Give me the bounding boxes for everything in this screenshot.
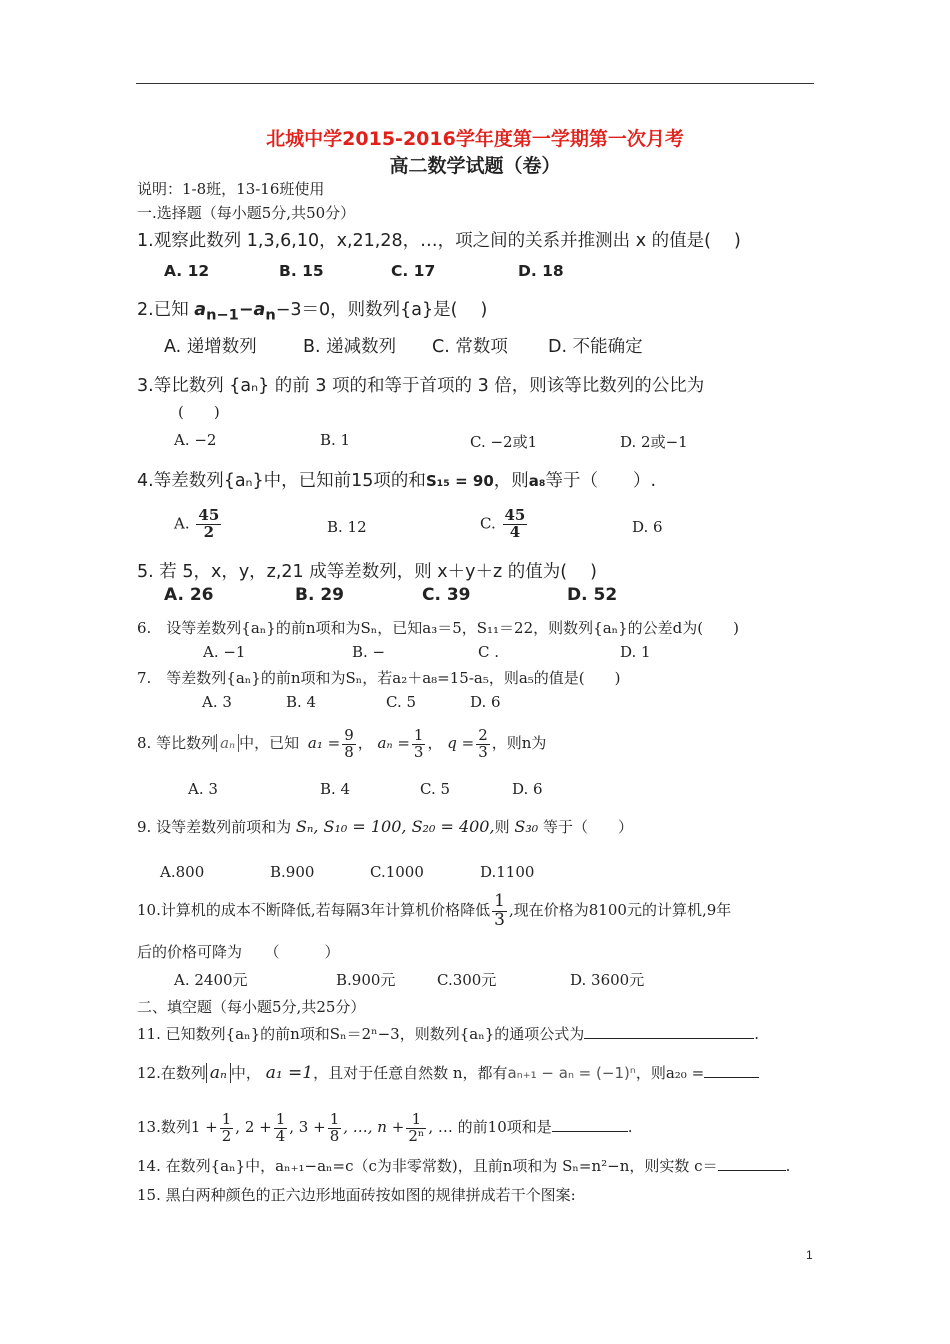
question-13: 13.数列1 + $\frac{1}{2}$ , 2 + $\frac{1}{4}$ , 3 + $\frac{1}{8}$ , …, n + $\frac{1}{\text{2ⁿ}}$ , … 的前10项和是 . bbox=[137, 1109, 633, 1145]
q3-option-a: A. −2 bbox=[174, 431, 217, 449]
q8-option-a: A. 3 bbox=[188, 780, 218, 798]
q6-option-b: B. − bbox=[352, 643, 386, 661]
q3-option-d: D. 2或−1 bbox=[620, 433, 688, 451]
q6-option-a: A. −1 bbox=[203, 643, 246, 661]
q9-option-a: A.800 bbox=[160, 863, 205, 881]
q8-option-c: C. 5 bbox=[420, 780, 451, 798]
exam-subtitle: 高二数学试题（卷） bbox=[389, 155, 561, 177]
q10-option-c: C.300元 bbox=[437, 971, 497, 989]
question-4: 4.等差数列{aₙ}中，已知前15项的和S₁₅ = 90，则a₈等于（ ）. bbox=[137, 471, 657, 491]
question-5: 5. 若 5，x，y，z,21 成等差数列，则 x＋y＋z 的值为( ) bbox=[137, 562, 597, 582]
section-choice-heading: 一.选择题（每小题5分,共50分） bbox=[137, 204, 356, 222]
q4-option-c: C. $\frac{45}{4}$ bbox=[480, 506, 526, 541]
q2-option-b: B. 递减数列 bbox=[303, 337, 397, 357]
q7-option-c: C. 5 bbox=[386, 693, 417, 711]
question-1: 1.观察此数列 1,3,6,10，x,21,28，…，项之间的关系并推测出 x 的值是( ) bbox=[137, 231, 741, 251]
q10-option-a: A. 2400元 bbox=[174, 971, 248, 989]
q4-option-d: D. 6 bbox=[632, 518, 663, 536]
q5-option-d: D. 52 bbox=[567, 585, 618, 605]
question-10: 10.计算机的成本不断降低,若每隔3年计算机价格降低 $\frac{1}{3}$ ,现在价格为8100元的计算机,9年 bbox=[137, 890, 732, 930]
q1-option-b: B. 15 bbox=[279, 262, 324, 280]
question-6: 6. 设等差数列{aₙ}的前n项和为Sₙ，已知a₃＝5，S₁₁＝22，则数列{aₙ}的公差d为( ) bbox=[137, 619, 739, 637]
q5-option-b: B. 29 bbox=[295, 585, 344, 605]
q4-option-b: B. 12 bbox=[327, 518, 367, 536]
question-9: 9. 设等差数列前项和为 Sₙ, S₁₀ = 100, S₂₀ = 400,则 S₃₀ 等于（ ） bbox=[137, 817, 633, 836]
question-2: 2.已知 $a_{n-1}-a_n-3=0$，则数列{a}是( ) bbox=[137, 300, 488, 324]
question-8: 8. 等比数列 aₙ 中，已知 a₁ = $\frac{9}{8}$ ， aₙ = $\frac{1}{3}$ ， q = $\frac{2}{3}$ ，则n为 bbox=[137, 725, 547, 761]
section-fill-heading: 二、填空题（每小题5分,共25分） bbox=[137, 998, 366, 1016]
page-number: 1 bbox=[806, 1248, 813, 1262]
q7-option-d: D. 6 bbox=[470, 693, 501, 711]
q3-option-b: B. 1 bbox=[320, 431, 351, 449]
question-12: 12.在数列 aₙ 中， a₁ =1，且对于任意自然数 n，都有aₙ₊₁ − aₙ = (−1)ⁿ，则a₂₀ = bbox=[137, 1056, 759, 1090]
q10-option-b: B.900元 bbox=[336, 971, 396, 989]
q1-option-c: C. 17 bbox=[391, 262, 436, 280]
q2-option-c: C. 常数项 bbox=[432, 337, 508, 357]
q1-option-a: A. 12 bbox=[164, 262, 210, 280]
q10-option-d: D. 3600元 bbox=[570, 971, 645, 989]
q3-answer-paren: ( ) bbox=[178, 403, 220, 421]
question-7: 7. 等差数列{aₙ}的前n项和为Sₙ，若a₂＋a₈=15-a₅，则a₅的值是( ) bbox=[137, 669, 621, 687]
question-14: 14. 在数列{aₙ}中，aₙ₊₁−aₙ=c（c为非零常数)，且前n项和为 Sₙ=n²−n，则实数 c＝ . bbox=[137, 1157, 791, 1175]
q5-option-c: C. 39 bbox=[422, 585, 471, 605]
q6-option-d: D. 1 bbox=[620, 643, 651, 661]
question-3: 3.等比数列 {aₙ} 的前 3 项的和等于首项的 3 倍，则该等比数列的公比为 bbox=[137, 376, 705, 396]
q8-option-b: B. 4 bbox=[320, 780, 351, 798]
q4-option-a: A. $\frac{45}{2}$ bbox=[174, 506, 220, 541]
q2-option-a: A. 递增数列 bbox=[164, 337, 257, 357]
q1-option-d: D. 18 bbox=[518, 262, 564, 280]
q8-option-d: D. 6 bbox=[512, 780, 543, 798]
q7-option-a: A. 3 bbox=[202, 693, 232, 711]
q6-option-c: C . bbox=[478, 643, 500, 661]
question-10-line2: 后的价格可降为 （ ） bbox=[137, 943, 340, 961]
question-15: 15. 黑白两种颜色的正六边形地面砖按如图的规律拼成若干个图案: bbox=[137, 1186, 576, 1204]
q9-option-d: D.1100 bbox=[480, 863, 535, 881]
q2-option-d: D. 不能确定 bbox=[548, 337, 643, 357]
usage-note: 说明：1-8班，13-16班使用 bbox=[137, 180, 325, 198]
q5-option-a: A. 26 bbox=[164, 585, 214, 605]
exam-title: 北城中学2015-2016学年度第一学期第一次月考 bbox=[266, 128, 684, 150]
q7-option-b: B. 4 bbox=[286, 693, 317, 711]
question-11: 11. 已知数列{aₙ}的前n项和Sₙ＝2ⁿ−3，则数列{aₙ}的通项公式为 . bbox=[137, 1025, 760, 1043]
header-rule bbox=[136, 83, 814, 84]
q9-option-c: C.1000 bbox=[370, 863, 424, 881]
q9-option-b: B.900 bbox=[270, 863, 315, 881]
q3-option-c: C. −2或1 bbox=[470, 433, 538, 451]
